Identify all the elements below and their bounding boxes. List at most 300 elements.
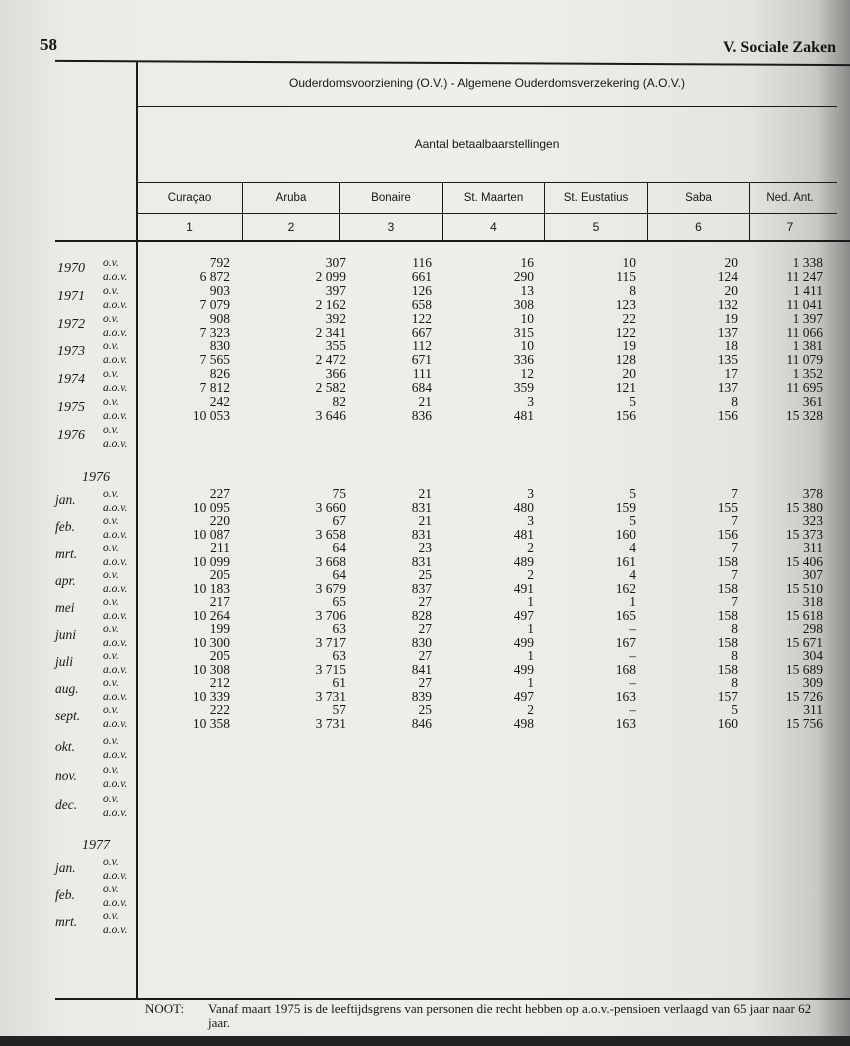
scan-edge: [0, 1036, 850, 1046]
table-cell: 10: [520, 338, 534, 354]
row-type-label: a.o.v.: [103, 270, 128, 283]
table-cell: 15 671: [785, 634, 823, 650]
row-type-label: a.o.v.: [103, 777, 128, 790]
table-cell: 122: [411, 310, 432, 326]
table-cell: 199: [209, 621, 230, 636]
table-cell: 2: [527, 567, 534, 582]
table-cell: 10 099: [192, 553, 230, 569]
table-cell: 64: [332, 540, 346, 555]
table-cell: 11 041: [786, 296, 823, 312]
table-cell: 115: [616, 268, 636, 284]
row-type-label: o.v.: [103, 515, 119, 527]
table-cell: 2 162: [315, 296, 346, 312]
table-cell: 828: [411, 607, 432, 623]
table-cell: 63: [332, 621, 346, 636]
table-cell: 222: [209, 702, 230, 717]
row-type-label: o.v.: [103, 623, 119, 635]
table-cell: 8: [731, 648, 738, 663]
table-cell: 25: [418, 702, 432, 717]
row-type-label: a.o.v.: [103, 528, 128, 541]
table-cell: 481: [513, 526, 534, 542]
column-number: 7: [786, 220, 794, 234]
table-cell: 837: [411, 580, 432, 596]
row-type-label: a.o.v.: [103, 354, 128, 367]
row-type-label: a.o.v.: [103, 326, 128, 339]
table-cell: 2 099: [315, 268, 346, 284]
row-type-label: a.o.v.: [103, 609, 128, 622]
table-cell: 11 066: [786, 324, 823, 340]
table-cell: 19: [622, 338, 636, 354]
table-cell: 1: [527, 594, 534, 609]
column-header: Curaçao: [137, 183, 243, 213]
table-cell: 12: [520, 366, 534, 382]
table-cell: 19: [724, 310, 738, 326]
month-label: nov.: [55, 768, 77, 783]
table-cell: 5: [731, 702, 738, 717]
table-cell: 3 668: [315, 553, 346, 569]
table-cell: 111: [412, 366, 432, 382]
table-cell: 3 706: [315, 607, 346, 623]
table-cell: 15 510: [785, 580, 823, 596]
row-type-label: a.o.v.: [103, 382, 128, 395]
table-cell: 15 726: [785, 688, 823, 704]
table-cell: 661: [411, 268, 432, 284]
table-cell: 25: [418, 567, 432, 582]
table-cell: 4: [629, 540, 636, 555]
row-type-label: a.o.v.: [103, 298, 128, 311]
column-header: Ned. Ant.: [766, 192, 814, 204]
row-type-label: a.o.v.: [103, 636, 128, 649]
table-cell: 15 756: [785, 715, 823, 731]
table-cell: 11 079: [786, 352, 823, 368]
table-cell: 10 308: [192, 661, 230, 677]
table-cell: 137: [717, 324, 738, 340]
section-title: V. Sociale Zaken: [722, 39, 836, 56]
table-cell: 64: [332, 567, 346, 582]
table-cell: 11 247: [786, 268, 823, 284]
month-label: mei: [55, 600, 75, 615]
month-label: apr.: [55, 573, 76, 588]
table-cell: 158: [717, 661, 738, 677]
table-cell: 158: [717, 607, 738, 623]
table-cell: 10 264: [192, 607, 230, 623]
row-type-label: o.v.: [103, 764, 119, 776]
table-cell: 1 338: [792, 255, 823, 270]
column-header: Aruba: [243, 183, 340, 213]
month-label: mrt.: [55, 546, 78, 561]
table-cell: 17: [724, 366, 738, 382]
table-cell: 355: [325, 338, 346, 354]
table-cell: 23: [418, 540, 432, 555]
row-type-label: a.o.v.: [103, 896, 128, 909]
row-type-label: a.o.v.: [103, 806, 128, 819]
table-subtitle: Aantal betaalbaarstellingen: [414, 137, 560, 151]
table-cell: 155: [717, 499, 738, 515]
table-cell: 13: [520, 282, 534, 298]
month-label: dec.: [55, 797, 78, 812]
table-cell: 1 397: [792, 310, 823, 326]
table-cell: 3 731: [315, 688, 346, 704]
row-type-label: a.o.v.: [103, 501, 128, 514]
table-cell: 15 380: [785, 499, 823, 515]
year-group-label: 1976: [82, 470, 110, 485]
table-cell: 3 646: [315, 407, 346, 423]
table-cell: 1 352: [792, 366, 823, 382]
month-label: jan.: [55, 860, 76, 875]
table-cell: 903: [209, 282, 230, 298]
row-type-label: o.v.: [103, 856, 119, 868]
table-cell: 3 717: [315, 634, 346, 650]
table-cell: 5: [629, 513, 636, 528]
row-type-label: o.v.: [103, 677, 119, 689]
table-cell: 792: [209, 255, 230, 270]
table-cell: 27: [418, 594, 432, 609]
table-cell: 82: [332, 394, 346, 409]
table-cell: 497: [513, 607, 534, 623]
month-label: jan.: [55, 492, 76, 507]
table-bottom-rule: [55, 998, 850, 1000]
table-cell: 498: [513, 715, 534, 731]
table-cell: 3 731: [315, 715, 346, 731]
table-cell: 123: [615, 296, 636, 312]
table-cell: 499: [513, 661, 534, 677]
table-cell: 163: [615, 715, 636, 731]
table-cell: 10 339: [192, 688, 230, 704]
year-label: 1974: [57, 372, 85, 388]
table-cell: 3 715: [315, 661, 346, 677]
table-cell: 336: [513, 352, 534, 368]
table-cell: 156: [717, 526, 738, 542]
row-type-label: a.o.v.: [103, 437, 128, 450]
footnote-key: NOOT:: [145, 1001, 185, 1016]
table-cell: 10 087: [192, 526, 230, 542]
table-cell: 10 095: [192, 499, 230, 515]
row-type-label: a.o.v.: [103, 869, 128, 882]
month-label: okt.: [55, 739, 75, 754]
table-cell: 112: [412, 338, 432, 354]
table-cell: 290: [513, 268, 534, 284]
table-cell: 163: [615, 688, 636, 704]
column-header: Saba: [648, 183, 750, 213]
table-cell: 21: [418, 486, 432, 501]
row-type-label: o.v.: [103, 704, 119, 716]
row-type-label: o.v.: [103, 596, 119, 608]
footnote: [145, 1002, 835, 1030]
table-cell: 684: [411, 380, 432, 396]
table-cell: 658: [411, 296, 432, 312]
row-type-label: a.o.v.: [103, 690, 128, 703]
table-cell: 220: [209, 513, 230, 528]
year-label: 1971: [57, 288, 85, 304]
table-cell: 378: [802, 486, 823, 501]
table-cell: 831: [411, 553, 432, 569]
table-cell: 21: [418, 513, 432, 528]
table-cell: 217: [209, 594, 230, 609]
table-cell: 361: [802, 394, 823, 409]
table-cell: 3 658: [315, 526, 346, 542]
table-cell: 158: [717, 634, 738, 650]
table-cell: 158: [717, 580, 738, 596]
table-cell: 841: [411, 661, 432, 677]
table-cell: –: [629, 702, 636, 717]
table-cell: 132: [717, 296, 738, 312]
table-cell: 20: [724, 255, 738, 270]
table-cell: 159: [615, 499, 636, 515]
table-cell: 831: [411, 499, 432, 515]
row-type-label: o.v.: [103, 257, 119, 269]
table-cell: 8: [731, 675, 738, 690]
column-header: St. Maarten: [443, 183, 545, 213]
table-cell: 304: [802, 648, 823, 663]
table-cell: 836: [411, 407, 432, 423]
page-number: 58: [40, 35, 57, 54]
table-cell: 10 358: [192, 715, 230, 731]
row-type-label: a.o.v.: [103, 582, 128, 595]
month-label: aug.: [55, 681, 79, 696]
table-cell: 10: [622, 255, 636, 270]
table-cell: 27: [418, 648, 432, 663]
table-cell: 323: [802, 513, 823, 528]
table-cell: 392: [325, 310, 346, 326]
month-label: mrt.: [55, 914, 78, 929]
table-cell: 5: [629, 394, 636, 409]
row-type-label: o.v.: [103, 488, 119, 500]
table-cell: 480: [513, 499, 534, 515]
table-cell: 1: [527, 648, 534, 663]
row-type-label: o.v.: [103, 793, 119, 805]
month-label: juli: [55, 654, 74, 669]
table-cell: 307: [802, 567, 823, 582]
table-cell: 212: [209, 675, 230, 690]
table-cell: 227: [209, 486, 230, 501]
table-cell: 7 812: [199, 380, 230, 396]
table-cell: 311: [803, 540, 823, 555]
row-type-label: o.v.: [103, 396, 119, 408]
table-cell: 16: [520, 255, 534, 270]
table-cell: 671: [411, 352, 432, 368]
table-cell: 308: [513, 296, 534, 312]
table-cell: 491: [513, 580, 534, 596]
table-cell: 135: [717, 352, 738, 368]
table-cell: 160: [615, 526, 636, 542]
footnote-text: Vanaf maart 1975 is de leeftijdsgrens van personen die recht hebben op a.o.v.-pensioen verlaagd van 65 jaar naar 62 jaar.: [208, 1001, 812, 1030]
table-cell: 162: [615, 580, 636, 596]
row-type-label: o.v.: [103, 542, 119, 554]
table-cell: 497: [513, 688, 534, 704]
row-type-label: o.v.: [103, 569, 119, 581]
table-cell: 481: [513, 407, 534, 423]
row-type-label: o.v.: [103, 650, 119, 662]
row-type-label: o.v.: [103, 340, 119, 353]
table-cell: 211: [210, 540, 230, 555]
table-cell: 20: [724, 282, 738, 298]
table-cell: 205: [209, 648, 230, 663]
table-cell: 7: [731, 594, 738, 609]
table-cell: 830: [411, 634, 432, 650]
table-cell: 22: [622, 310, 636, 326]
table-cell: 5: [629, 486, 636, 501]
table-cell: 10: [520, 310, 534, 326]
column-header: Bonaire: [340, 183, 443, 213]
row-type-label: a.o.v.: [103, 717, 128, 730]
row-type-label: o.v.: [103, 910, 119, 922]
table-cell: 359: [513, 380, 534, 396]
year-group-label: 1977: [82, 838, 110, 853]
table-cell: 18: [724, 338, 738, 354]
table-cell: 75: [332, 486, 346, 501]
table-cell: 168: [615, 661, 636, 677]
table-cell: 15 373: [785, 526, 823, 542]
year-label: 1972: [57, 316, 85, 332]
table-cell: –: [629, 675, 636, 690]
row-type-label: o.v.: [103, 423, 119, 436]
row-type-label: o.v.: [103, 284, 119, 297]
table-cell: 908: [209, 310, 230, 326]
table-title: Ouderdomsvoorziening (O.V.) - Algemene Ouderdomsverzekering (A.O.V.): [289, 76, 685, 90]
table-cell: 10 300: [192, 634, 230, 650]
table-cell: 27: [418, 621, 432, 636]
table-cell: 67: [332, 513, 346, 528]
table-cell: 2: [527, 540, 534, 555]
table-cell: 2 472: [315, 352, 346, 368]
table-cell: 3: [527, 513, 534, 528]
year-label: 1970: [57, 261, 85, 276]
table-cell: 1: [629, 594, 636, 609]
table-cell: 63: [332, 648, 346, 663]
table-cell: 157: [717, 688, 738, 704]
table-cell: 397: [325, 282, 346, 298]
row-type-label: o.v.: [103, 312, 119, 325]
table-cell: 309: [802, 675, 823, 690]
table-cell: 122: [615, 324, 636, 340]
table-cell: 2: [527, 702, 534, 717]
table-cell: 839: [411, 688, 432, 704]
row-type-label: a.o.v.: [103, 923, 128, 936]
table-cell: 158: [717, 553, 738, 569]
table-cell: 21: [418, 394, 432, 409]
table-cell: 2 341: [315, 324, 346, 340]
month-label: juni: [55, 627, 77, 642]
table-cell: 160: [717, 715, 738, 731]
table-cell: 3 660: [315, 499, 346, 515]
table-cell: 27: [418, 675, 432, 690]
column-number: 6: [648, 214, 750, 240]
table-cell: 7 323: [199, 324, 230, 340]
table-cell: 167: [615, 634, 636, 650]
table-cell: 826: [209, 366, 230, 382]
table-cell: 7: [731, 567, 738, 582]
table-cell: 11 695: [786, 380, 823, 396]
table-cell: 161: [615, 553, 636, 569]
column-number: 5: [545, 214, 648, 240]
row-type-label: a.o.v.: [103, 409, 128, 422]
table-cell: 311: [803, 702, 823, 717]
table-cell: 315: [513, 324, 534, 340]
row-type-label: a.o.v.: [103, 748, 128, 761]
table-cell: 165: [615, 607, 636, 623]
column-header: St. Eustatius: [545, 183, 648, 213]
table-cell: 15 406: [785, 553, 823, 569]
table-cell: 3: [527, 394, 534, 409]
table-cell: 2 582: [315, 380, 346, 396]
column-number: 3: [340, 214, 443, 240]
table-cell: 128: [615, 352, 636, 368]
table-cell: 10 183: [192, 580, 230, 596]
table-cell: 846: [411, 715, 432, 731]
year-label: 1975: [57, 400, 85, 415]
table-cell: 1: [527, 675, 534, 690]
table-cell: 205: [209, 567, 230, 582]
table-cell: 7 565: [199, 352, 230, 368]
table-cell: 20: [622, 366, 636, 382]
table-cell: 8: [731, 621, 738, 636]
table-cell: 15 689: [785, 661, 823, 677]
table-cell: 116: [412, 255, 432, 270]
column-number: 4: [443, 214, 545, 240]
year-label: 1976: [57, 427, 85, 443]
table-cell: 7: [731, 513, 738, 528]
table-cell: 61: [332, 675, 346, 690]
row-type-label: o.v.: [103, 883, 119, 895]
row-type-label: a.o.v.: [103, 663, 128, 676]
table-cell: –: [629, 621, 636, 636]
row-type-label: o.v.: [103, 735, 119, 747]
table-cell: 298: [802, 621, 823, 636]
table-cell: 4: [629, 567, 636, 582]
table-cell: 156: [615, 407, 636, 423]
table-cell: 366: [325, 366, 346, 382]
table-cell: 499: [513, 634, 534, 650]
table-cell: 65: [332, 594, 346, 609]
title-rule: [137, 106, 837, 107]
table-cell: 57: [332, 702, 346, 717]
row-type-label: o.v.: [103, 368, 119, 381]
table-cell: 124: [717, 268, 738, 284]
table-cell: 3 679: [315, 580, 346, 596]
table-cell: 1: [527, 621, 534, 636]
table-cell: 15 328: [785, 407, 823, 423]
column-number: 2: [243, 214, 340, 240]
row-type-label: a.o.v.: [103, 555, 128, 568]
table-cell: 6 872: [199, 268, 230, 284]
table-cell: 121: [615, 380, 636, 396]
table-cell: 1 411: [793, 282, 823, 298]
table-cell: 830: [209, 338, 230, 354]
month-label: feb.: [55, 887, 75, 902]
column-head-bottom-rule: [55, 240, 850, 242]
table-cell: 489: [513, 553, 534, 569]
table-cell: 8: [731, 394, 738, 409]
table-cell: –: [629, 648, 636, 663]
table-cell: 3: [527, 486, 534, 501]
table-cell: 15 618: [785, 607, 823, 623]
month-label: feb.: [55, 519, 75, 534]
table-cell: 7: [731, 486, 738, 501]
table-cell: 667: [411, 324, 432, 340]
table-cell: 137: [717, 380, 738, 396]
table-cell: 318: [802, 594, 823, 609]
table-cell: 307: [325, 255, 346, 270]
table-cell: 156: [717, 407, 738, 423]
table-top-rule: [55, 60, 850, 66]
table-cell: 1 381: [792, 338, 823, 354]
table-cell: 7 079: [199, 296, 230, 312]
table-cell: 831: [411, 526, 432, 542]
month-label: sept.: [55, 708, 81, 723]
table-cell: 10 053: [192, 407, 230, 423]
table-cell: 242: [209, 394, 230, 409]
table-cell: 7: [731, 540, 738, 555]
